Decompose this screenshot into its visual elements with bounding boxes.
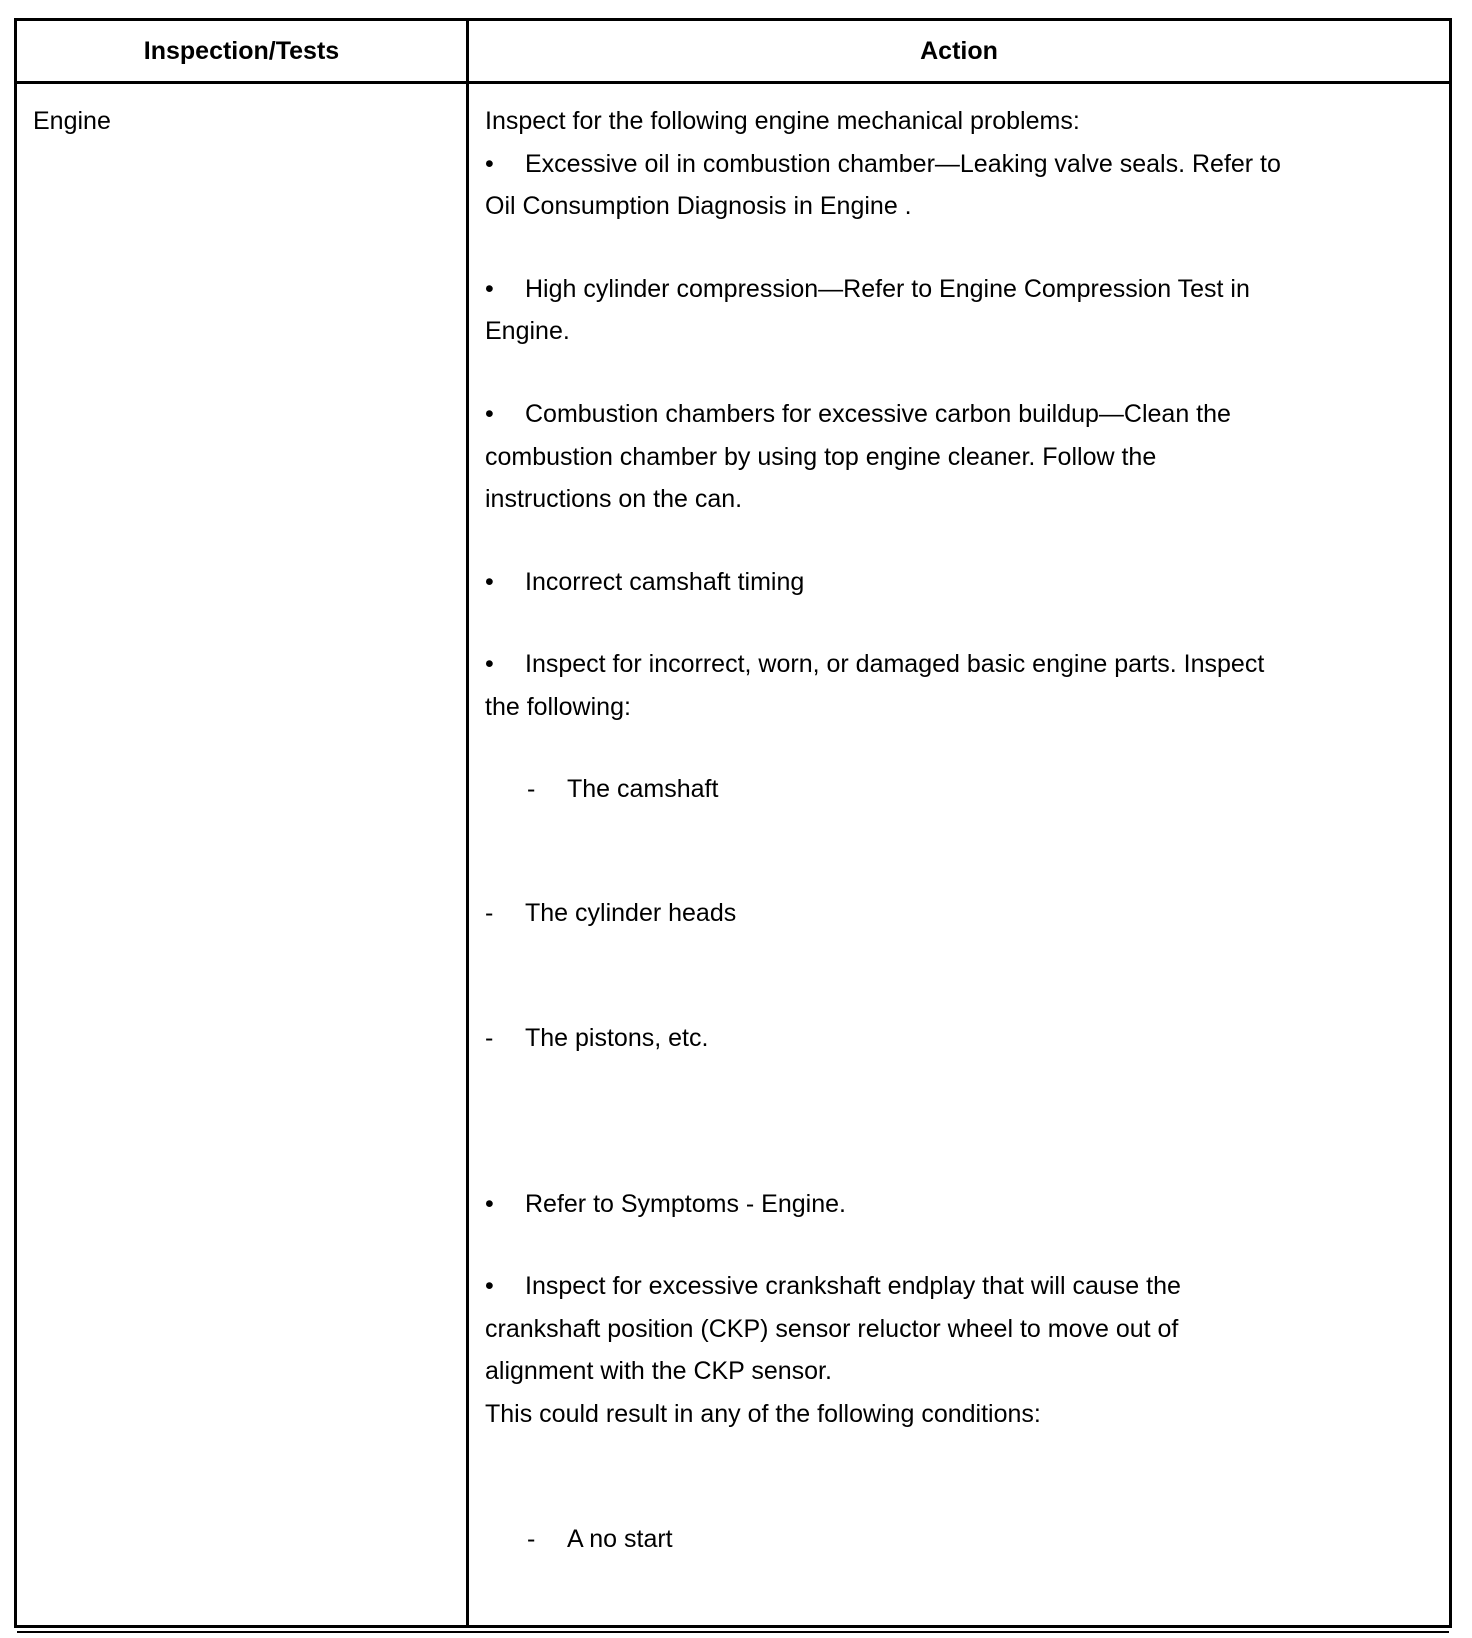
- action-line-text: [485, 685, 631, 729]
- header-action: Action: [920, 36, 998, 65]
- action-line-text: [485, 309, 570, 353]
- action-line-text: [485, 1349, 832, 1393]
- dash-icon: -: [485, 1024, 494, 1052]
- action-text: alignment with the CKP sensor.: [485, 1357, 832, 1385]
- bottom-rule: [17, 1631, 1449, 1633]
- bullet-icon: •: [485, 275, 494, 303]
- bullet-icon: •: [485, 650, 494, 678]
- action-text: A no start: [567, 1525, 673, 1553]
- action-line-bullet: [485, 560, 804, 604]
- bullet-icon: •: [485, 400, 494, 428]
- bullet-icon: •: [485, 1190, 494, 1218]
- dash-icon: -: [527, 775, 536, 803]
- action-line-bullet: [485, 142, 1281, 186]
- action-text: Engine.: [485, 317, 570, 345]
- action-line-text: [485, 99, 1080, 143]
- action-line-subdash: [485, 767, 718, 811]
- header-divider: [17, 81, 1449, 84]
- action-text: The camshaft: [567, 775, 719, 803]
- action-line-bullet: [485, 642, 1264, 686]
- action-text: The pistons, etc.: [525, 1024, 709, 1052]
- action-text: Excessive oil in combustion chamber—Leaking valve seals. Refer to: [525, 150, 1281, 178]
- dash-icon: -: [485, 899, 494, 927]
- action-line-dash: [485, 1016, 708, 1060]
- action-text: Inspect for incorrect, worn, or damaged basic engine parts. Inspect: [525, 650, 1265, 678]
- action-text: instructions on the can.: [485, 485, 743, 513]
- action-text: Inspect for the following engine mechanical problems:: [485, 107, 1080, 135]
- action-line-dash: [485, 891, 736, 935]
- inspection-table: [14, 18, 1452, 1628]
- dash-icon: -: [527, 1525, 536, 1553]
- row-label-engine: Engine: [33, 107, 111, 135]
- action-text: Refer to Symptoms - Engine.: [525, 1190, 846, 1218]
- action-text: the following:: [485, 693, 631, 721]
- action-line-bullet: [485, 1264, 1181, 1308]
- bullet-icon: •: [485, 568, 494, 596]
- action-text: Inspect for excessive crankshaft endplay that will cause the: [525, 1272, 1181, 1300]
- action-line-text: [485, 184, 912, 228]
- action-line-bullet: [485, 392, 1231, 436]
- bullet-icon: •: [485, 150, 494, 178]
- action-line-text: [485, 477, 742, 521]
- action-line-bullet: [485, 267, 1250, 311]
- action-line-text: [485, 435, 1156, 479]
- action-text: This could result in any of the following conditions:: [485, 1400, 1041, 1428]
- action-line-bullet: [485, 1182, 846, 1226]
- action-text: combustion chamber by using top engine cleaner. Follow the: [485, 443, 1157, 471]
- action-text: The cylinder heads: [525, 899, 737, 927]
- action-text: Oil Consumption Diagnosis in Engine .: [485, 192, 912, 220]
- header-inspection-tests: Inspection/Tests: [143, 36, 340, 65]
- action-text: High cylinder compression—Refer to Engine Compression Test in: [525, 275, 1250, 303]
- bullet-icon: •: [485, 1272, 494, 1300]
- action-line-text: [485, 1307, 1178, 1351]
- action-line-subdash: [485, 1517, 673, 1561]
- action-text: Combustion chambers for excessive carbon buildup—Clean the: [525, 400, 1231, 428]
- column-divider: [466, 21, 469, 1625]
- action-text: crankshaft position (CKP) sensor reluctor wheel to move out of: [485, 1315, 1179, 1343]
- action-line-text: [485, 1392, 1041, 1436]
- action-text: Incorrect camshaft timing: [525, 568, 805, 596]
